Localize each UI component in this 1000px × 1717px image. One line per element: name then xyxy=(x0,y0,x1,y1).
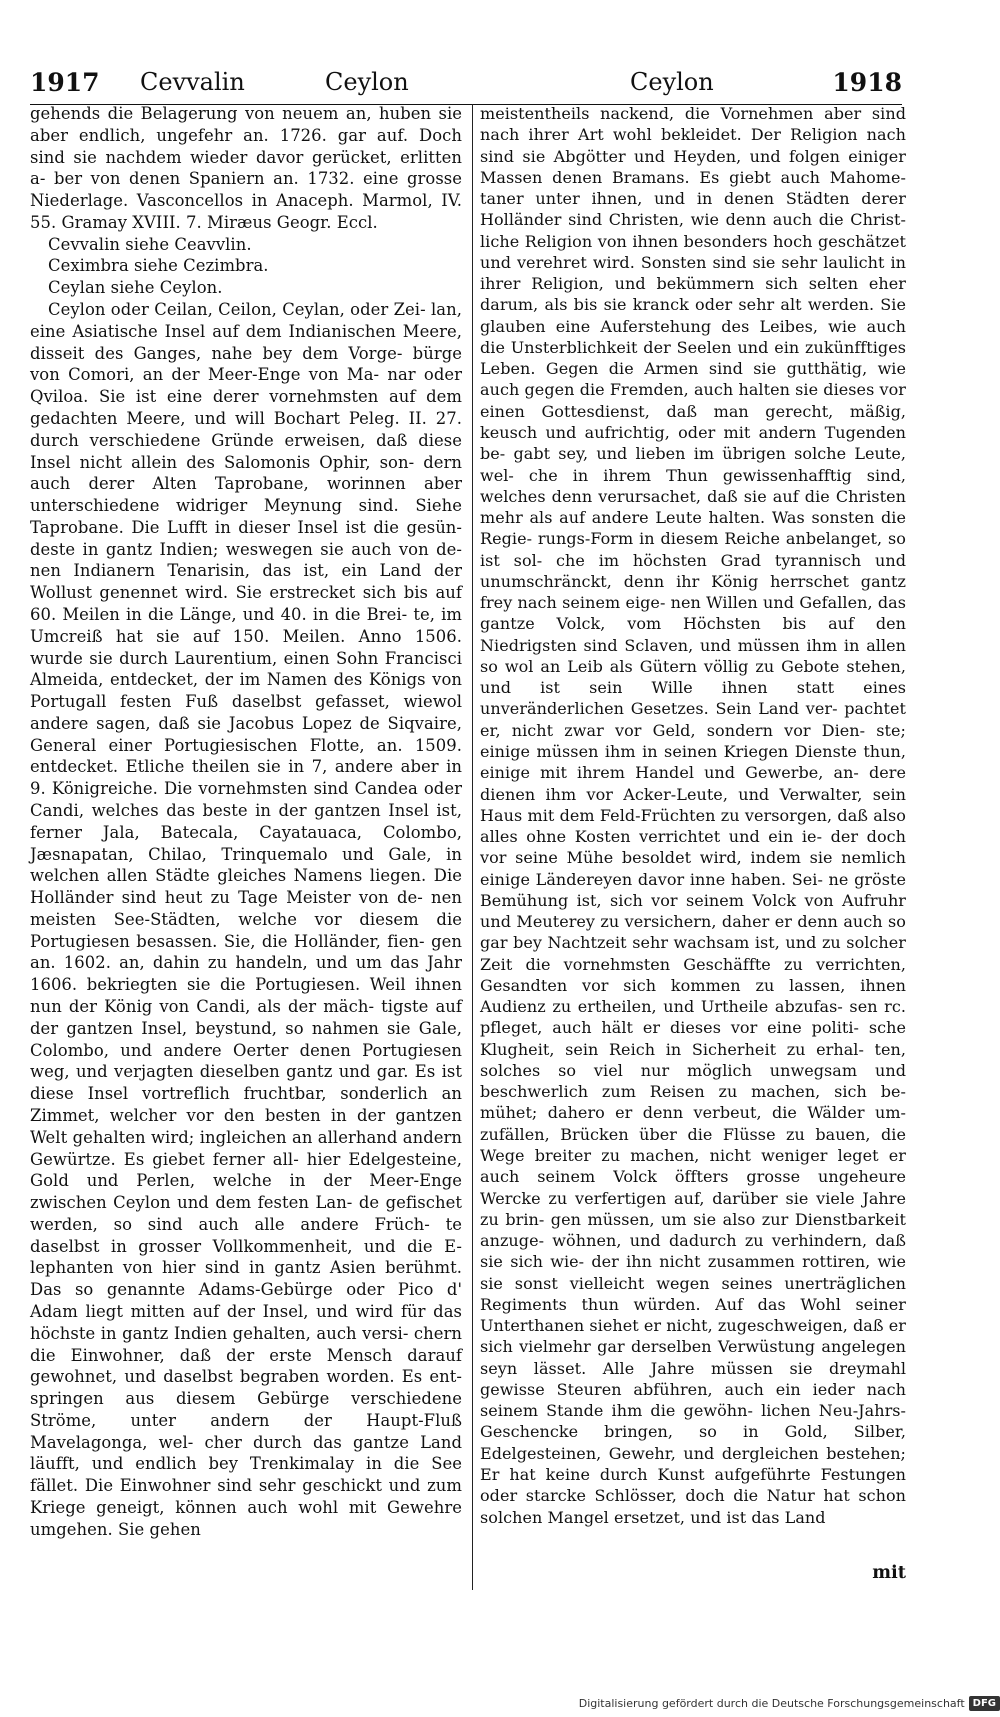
left-running-keyword-2: Ceylon xyxy=(325,68,409,96)
left-running-keyword: Cevvalin xyxy=(140,68,245,96)
continued-text: meistentheils nackend, die Vornehmen aber sind nach ihrer Art wohl bekleidet. Der Religion nach sind sie Abgötter und Heyden, und folgen einiger Massen denen Bramans. Es giebt auch Mahome- taner unter ihnen, und in denen Städten derer Holländer sind Christen, wie denn auch die Christ- liche Religion von ihnen besonders hoch geschätzet und verehret wird. Sonsten sind sie sehr laulicht in ihrer Religion, und bekümmern sich selten eher darum, als bis sie kranck oder sehr alt werden. Sie glauben eine Auferstehung des Leibes, wie auch die Unsterblichkeit der Seelen und ein zukünfftiges Leben. Gegen die Armen sind sie gutthätig, wie auch gegen die Fremden, auch halten sie dieses vor einen Gottesdienst, daß man gerecht, mäßig, keusch und aufrichtig, oder mit andern Tugenden be- gabt sey, und lieben im übrigen solche Leute, wel- che in ihrem Thun gewissenhafftig sind, welches denn verursachet, daß sie auf die Christen mehr als auf andere Leute halten. Was sonsten die Regie- rungs-Form in diesem Reiche anbelanget, so ist sol- che im höchsten Grad tyrannisch und unumschränckt, denn ihr König herrschet gantz frey nach seinem eige- nen Willen und Gefallen, das gantze Volck, vom Höchsten bis auf den Niedrigsten sind Sclaven, und müssen ihm in allen so wol an Leib als Gütern völlig zu Gebote stehen, und ist sein Wille ihnen statt eines unveränderlichen Gesetzes. Sein Land ver- pachtet er, nicht zwar vor Geld, sondern vor Dien- ste; einige müssen ihm in seinen Kriegen Dienste thun, einige mit ihrem Handel und Gewerbe, an- dere dienen ihm vor Acker-Leute, und Verwalter, sein Haus mit dem Feld-Früchten zu versorgen, daß also alles ohne Kosten verrichtet und ein ie- der doch vor seine Mühe besoldet wird, indem sie nemlich einige Ländereyen davor inne haben. Sei- ne gröste Bemühung ist, sich vor seinem Volck von Aufruhr und Meuterey zu versichern, daher er denn auch so gar bey Nachtzeit sehr wachsam ist, und zu solcher Zeit die vornehmsten Geschäffte zu verrichten, Gesandten vor sich kommen zu lassen, ihnen Audienz zu ertheilen, und Urtheile abzufas- sen rc. pfleget, auch hält er dieses vor eine politi- sche Klugheit, sein Reich in Sicherheit zu erhal- ten, solches so viel nur möglich unwegsam und beschwerlich zum Reisen zu machen, sich be- mühet; dahero er denn verbeut, die Wälder um- zufällen, Brücken über die Flüsse zu bauen, die Wege breiter zu machen, nicht weniger leget er auch seinem Volck öffters grosse ungeheure Wercke zu verfertigen auf, darüber sie viele Jahre zu brin- gen müssen, um sie also zur Dienstbarkeit anzuge- wöhnen, und dadurch zu verhindern, daß sie sich wie- der ihn nicht zusammen rottiren, wie sie sonst vielleicht wegen seines unerträglichen Regiments thun würden. Auf das Wohl seiner Unterthanen siehet er nicht, zugeschweigen, daß er sich vielmehr gar derselben Verwüstung angelegen seyn lässet. Alle Jahre müssen sie dreymahl gewisse Steuren abführen, auch ein ieder nach seinem Stande ihm die gewöhn- lichen Neu-Jahrs-Geschencke bringen, so in Gold, Silber, Edelgesteinen, Gewehr, und dergleichen bestehen; Er hat keine durch Kunst aufgeführte Festungen oder starcke Schlösser, doch die Natur hat schon solchen Mangel ersetzet, und ist das Land xyxy=(480,104,906,1527)
cross-reference-entry: Ceximbra siehe Cezimbra. xyxy=(48,256,269,276)
column-divider xyxy=(472,104,473,1590)
footer-credit-text: Digitalisierung gefördert durch die Deutsche Forschungsgemeinschaft xyxy=(578,1696,965,1710)
right-text-column xyxy=(480,103,906,1528)
catchword: mit xyxy=(872,1562,906,1583)
running-header xyxy=(30,64,902,105)
right-page-number: 1918 xyxy=(832,68,902,97)
continued-text: gehends die Belagerung von neuem an, huben sie aber endlich, ungefehr an. 1726. gar auf. Doch sind sie nachdem wieder davor gerücket, erlitten a- ber von denen Spaniern an. 1732. eine grosse Niederlage. Vasconcellos in Anaceph. Marmol, IV. 55. Gramay XVIII. 7. Miræus Geogr. Eccl. xyxy=(30,104,462,232)
left-text-column xyxy=(30,103,462,1541)
right-running-keyword: Ceylon xyxy=(630,68,714,96)
cross-reference-entry: Ceylan siehe Ceylon. xyxy=(48,278,223,298)
digitization-footer xyxy=(579,1692,1000,1714)
article-paragraph: Ceylon oder Ceilan, Ceilon, Ceylan, oder Zei- lan, eine Asiatische Insel auf dem Indianischen Meere, disseit des Ganges, nahe bey dem Vorge- bürge von Comori, an der Meer-Enge von Ma- nar oder Qviloa. Sie ist eine derer vornehmsten auf dem gedachten Meere, und will Bochart Peleg. II. 27. durch verschiedene Gründe erweisen, daß diese Insel nicht allein des Salomonis Ophir, son- dern auch derer Alten Taprobane, worinnen aber unterschiedene widriger Meynung sind. Siehe Taprobane. Die Lufft in dieser Insel ist die gesün- deste in gantz Indien; weswegen sie auch von de- nen Indianern Tenarisin, das ist, ein Land der Wollust genennet wird. Sie erstrecket sich bis auf 60. Meilen in die Länge, und 40. in die Brei- te, im Umcreiß hat sie auf 150. Meilen. Anno 1506. wurde sie durch Laurentium, einen Sohn Francisci Almeida, entdecket, der im Namen des Königs von Portugall festen Fuß daselbst gefasset, wiewol andere sagen, daß sie Jacobus Lopez de Siqvaire, General einer Portugiesischen Flotte, an. 1509. entdecket. Etliche theilen sie in 7, andere aber in 9. Königreiche. Die vornehmsten sind Candea oder Candi, welches das beste in der gantzen Insel ist, ferner Jala, Batecala, Cayatauaca, Colombo, Jæsnapatan, Chilao, Trinquemalo und Gale, in welchen allen Städte gleiches Namens liegen. Die Holländer sind heut zu Tage Meister von de- nen meisten See-Städten, welche vor diesem die Portugiesen besassen. Sie, die Holländer, fien- gen an. 1602. an, dahin zu handeln, und um das Jahr 1606. bekriegten sie die Portugiesen. Weil ihnen nun der König von Candi, als der mäch- tigste auf der gantzen Insel, beystund, so nahmen sie Gale, Colombo, und andere Oerter denen Portugiesen weg, und verjagten dieselben gantz und gar. Es ist diese Insel vortreflich fruchtbar, sonderlich an Zimmet, welcher vor den besten in der gantzen Welt gehalten wird; ingleichen an allerhand andern Gewürtze. Es giebet ferner all- hier Edelgesteine, Gold und Perlen, welche in der Meer-Enge zwischen Ceylon und dem festen Lan- de gefischet werden, so sind auch alle andere Früch- te daselbst in grosser Vollkommenheit, und die E- lephanten von hier sind in gantz Asien berühmt. Das so genannte Adams-Gebürge oder Pico d' Adam liegt mitten auf der Insel, und wird für das höchste in gantz Indien gehalten, auch versi- chern die Einwohner, daß der erste Mensch darauf gewohnet, und daselbst begraben worden. Es ent- springen aus diesem Gebürge verschiedene Ströme, unter andern der Haupt-Fluß Mavelagonga, wel- cher durch das gantze Land läufft, und endlich bey Trenkimalay in die See fället. Die Einwohner sind sehr geschickt und zum Kriege geneigt, können auch wohl mit Gewehre umgehen. Sie gehen xyxy=(30,300,462,1539)
dfg-logo: DFG xyxy=(969,1696,1000,1711)
left-page-number: 1917 xyxy=(30,68,100,97)
cross-reference-entry: Cevvalin siehe Ceavvlin. xyxy=(48,234,252,254)
